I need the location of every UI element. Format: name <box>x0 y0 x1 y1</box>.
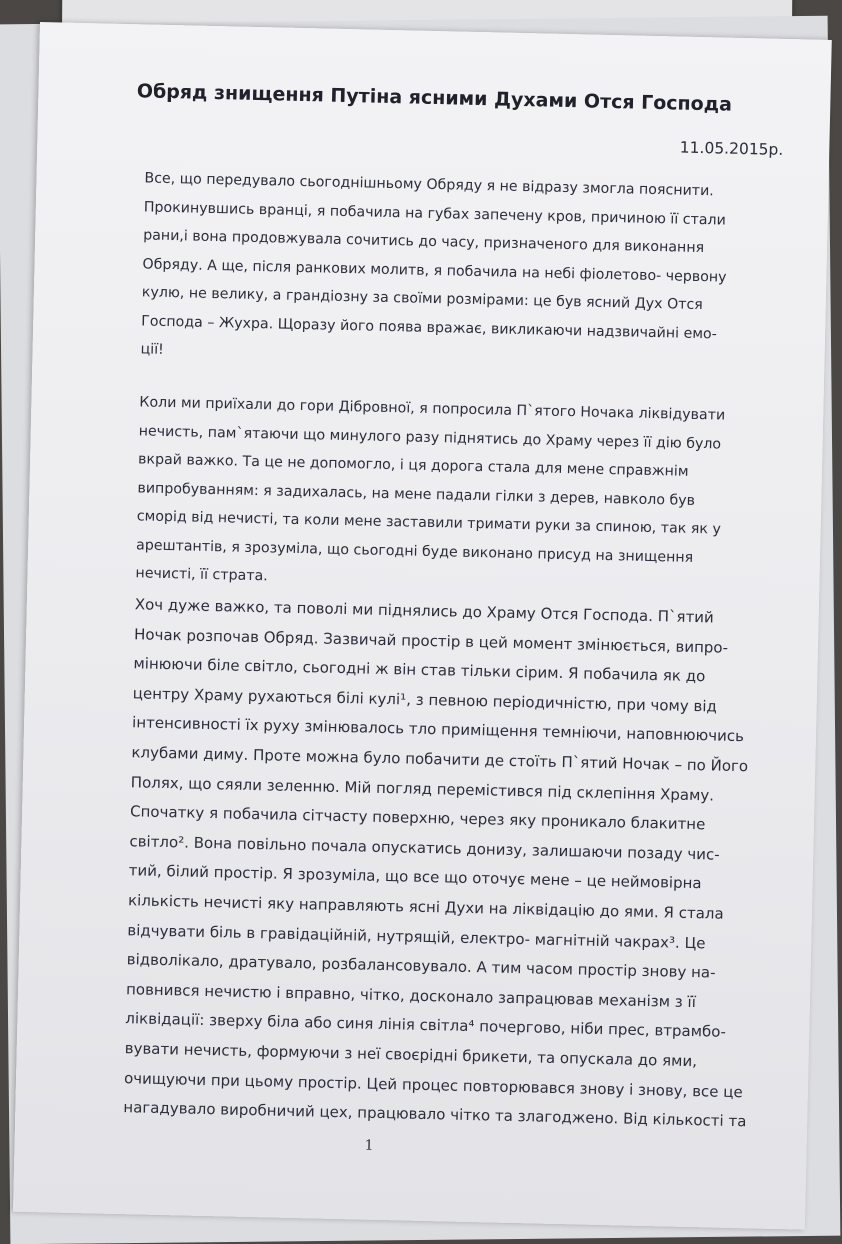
text-line: вкрай важко. Та це не допомогло, і ця дорога стала для мене справжнім <box>137 451 689 480</box>
text-line: інтенсивності їх руху змінювалось тло приміщення темніючи, наповнюючись <box>131 713 745 746</box>
text-line: кількість нечисті яку направляють ясні Духи на ліквідацію до ями. Я стала <box>127 891 724 923</box>
text-line: очищуючи при цьому простір. Цей процес повторювався знову і знову, все це <box>123 1068 743 1101</box>
text-line: відволікало, дратувало, розбалансовувало. А тим часом простір знову на- <box>126 950 716 982</box>
text-line: клубами диму. Проте можна було побачити де стоїть П`ятий Ночак – по Його <box>131 743 749 776</box>
text-line: Хоч дуже важко, та поволі ми піднялись до Храму Отся Господа. П`ятий <box>134 595 715 627</box>
text-line: нечисть, пам`ятаючи що минулого разу піднятись до Храму через її дію було <box>138 422 722 453</box>
text-line: сморід від нечисті, та коли мене заставили тримати руки за спиною, так як у <box>136 508 721 538</box>
text-line: відчувати біль в гравідаційній, нутрящій, електро- магнітній чакрах³. Це <box>127 920 706 952</box>
text-line: Все, що передувало сьогоднішньому Обряду я не відразу змогла пояснити. <box>144 170 714 200</box>
text-line: центру Храму рухаються білі кулі¹, з певною періодичністю, при чому від <box>132 684 718 716</box>
text-line: тий, білий простір. Я зрозуміла, що все що оточує мене – це неймовірна <box>128 861 702 893</box>
text-line: Коли ми приїхали до гори Дібровної, я попросила П`ятого Ночака ліквідувати <box>139 394 726 424</box>
document-page <box>13 22 832 1230</box>
text-line: ліквідації: зверху біла або синя лінія світла⁴ почергово, ніби прес, втрамбо- <box>125 1009 727 1042</box>
text-line: Полях, що сяяли зеленню. Мій погляд перемістився під склепіння Храму. <box>130 772 715 805</box>
text-line: світло². Вона повільно почала опускатись донизу, залишаючи позаду чис- <box>129 831 720 864</box>
text-line: повнився нечистю і вправно, чітко, досконало запрацював механізм з її <box>125 979 697 1011</box>
document-date: 11.05.2015р. <box>679 138 784 159</box>
text-line: арештантів, я зрозуміла, що сьогодні буде виконано присуд на знищення <box>135 536 694 566</box>
text-line: кулю, не велику, а грандіозну за своїми розмірами: це був ясний Дух Отся <box>141 284 703 314</box>
paragraph-2 <box>135 388 759 602</box>
text-line: ції! <box>140 341 165 358</box>
text-line: Господа – Жухра. Щоразу його поява вражає, викликаючи надзвичайні емо- <box>141 312 717 342</box>
text-line: рани,і вона продовжувала сочитись до часу, призначеного для виконання <box>143 227 705 257</box>
text-line: Ночак розпочав Обряд. Зазвичай простір в цей момент змінюється, випро- <box>133 624 729 657</box>
document-title: Обряд знищення Путіна ясними Духами Отся Господа <box>136 80 733 116</box>
paragraph-3 <box>123 590 755 1137</box>
text-line: Обряду. А ще, після ранкових молитв, я побачила на небі фіолетово- червону <box>142 255 727 286</box>
page-number: 1 <box>364 1137 374 1154</box>
text-line: вувати нечисть, формуючи з неї своєрідні брикети, та опускала до ями, <box>124 1039 698 1071</box>
text-line: нагадувало виробничий цех, працювало чітко та злагоджено. Від кількості та <box>123 1098 747 1131</box>
text-line: нечисті, її страта. <box>135 565 268 585</box>
paragraph-1 <box>140 164 764 378</box>
text-line: Спочатку я побачила сітчасту поверхню, через яку проникало блакитне <box>129 802 706 834</box>
text-line: Прокинувшись вранці, я побачила на губах запечену кров, причиною її стали <box>143 198 727 229</box>
text-line: випробуванням: я задихалась, на мене падали гілки з дерев, навколо був <box>137 479 696 509</box>
text-line: мінюючи біле світло, сьогодні ж він став тільки сірим. Я побачила як до <box>133 654 706 686</box>
